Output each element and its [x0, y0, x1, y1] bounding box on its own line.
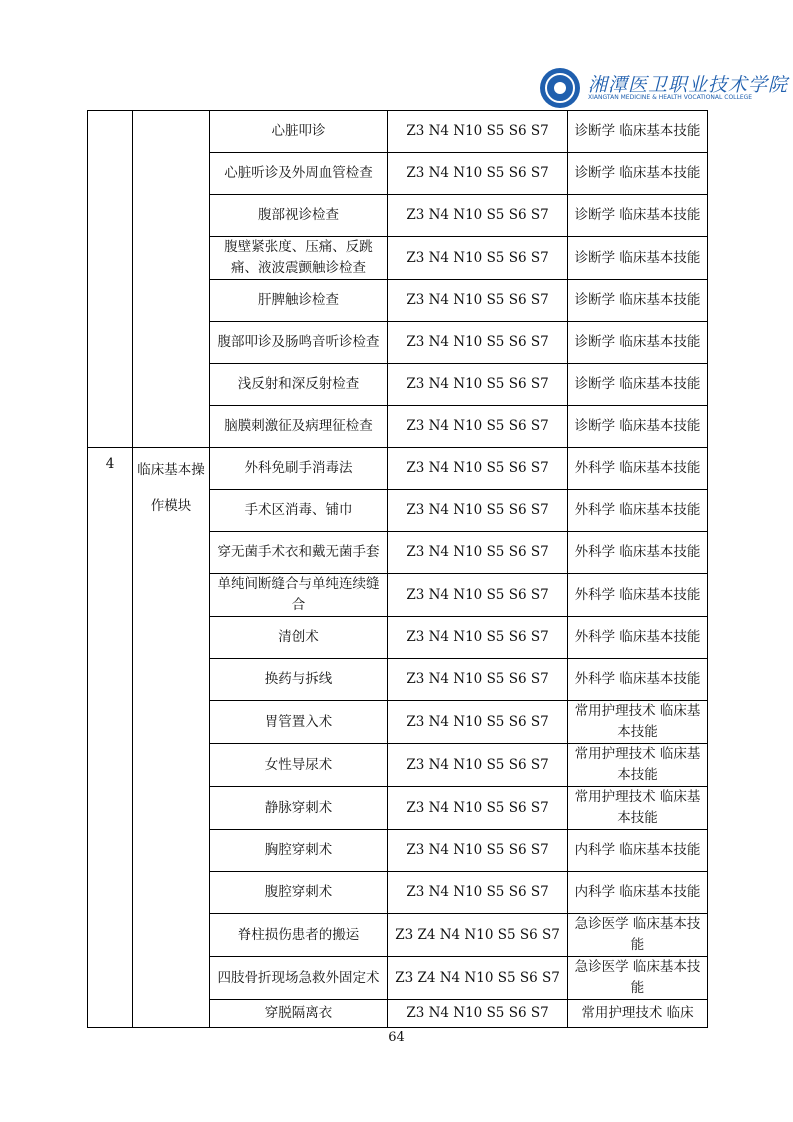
module-name-cell — [133, 111, 210, 448]
course-cell: 常用护理技术 临床基本技能 — [568, 701, 708, 744]
course-cell: 诊断学 临床基本技能 — [568, 280, 708, 322]
task-cell: 心脏叩诊 — [210, 111, 388, 153]
requirement-cell: Z3 N4 N10 S5 S6 S7 — [388, 237, 568, 280]
course-cell: 诊断学 临床基本技能 — [568, 195, 708, 237]
requirement-cell: Z3 N4 N10 S5 S6 S7 — [388, 153, 568, 195]
course-cell: 诊断学 临床基本技能 — [568, 111, 708, 153]
requirement-cell: Z3 N4 N10 S5 S6 S7 — [388, 830, 568, 872]
requirement-cell: Z3 N4 N10 S5 S6 S7 — [388, 195, 568, 237]
task-cell: 腹部视诊检查 — [210, 195, 388, 237]
course-cell: 急诊医学 临床基本技能 — [568, 914, 708, 957]
course-cell: 诊断学 临床基本技能 — [568, 322, 708, 364]
task-cell: 手术区消毒、铺巾 — [210, 490, 388, 532]
requirement-cell: Z3 N4 N10 S5 S6 S7 — [388, 1000, 568, 1028]
requirement-cell: Z3 N4 N10 S5 S6 S7 — [388, 280, 568, 322]
task-cell: 心脏听诊及外周血管检查 — [210, 153, 388, 195]
course-cell: 内科学 临床基本技能 — [568, 830, 708, 872]
task-cell: 穿脱隔离衣 — [210, 1000, 388, 1028]
requirement-cell: Z3 N4 N10 S5 S6 S7 — [388, 617, 568, 659]
task-cell: 外科免刷手消毒法 — [210, 448, 388, 490]
task-cell: 胸腔穿刺术 — [210, 830, 388, 872]
course-cell: 外科学 临床基本技能 — [568, 490, 708, 532]
course-cell: 诊断学 临床基本技能 — [568, 237, 708, 280]
requirement-cell: Z3 N4 N10 S5 S6 S7 — [388, 872, 568, 914]
task-cell: 脑膜刺激征及病理征检查 — [210, 406, 388, 448]
task-cell: 浅反射和深反射检查 — [210, 364, 388, 406]
module-name-cell: 临床基本操作模块 — [133, 448, 210, 1028]
task-cell: 女性导尿术 — [210, 744, 388, 787]
school-logo — [540, 68, 789, 108]
course-cell: 急诊医学 临床基本技能 — [568, 957, 708, 1000]
requirement-cell: Z3 N4 N10 S5 S6 S7 — [388, 322, 568, 364]
course-task-table — [87, 110, 707, 1028]
task-cell: 穿无菌手术衣和戴无菌手套 — [210, 532, 388, 574]
requirement-cell: Z3 N4 N10 S5 S6 S7 — [388, 111, 568, 153]
course-cell: 诊断学 临床基本技能 — [568, 364, 708, 406]
requirement-cell: Z3 N4 N10 S5 S6 S7 — [388, 490, 568, 532]
requirement-cell: Z3 N4 N10 S5 S6 S7 — [388, 787, 568, 830]
task-cell: 单纯间断缝合与单纯连续缝合 — [210, 574, 388, 617]
requirement-cell: Z3 N4 N10 S5 S6 S7 — [388, 701, 568, 744]
course-cell: 外科学 临床基本技能 — [568, 448, 708, 490]
task-cell: 腹壁紧张度、压痛、反跳痛、液波震颤触诊检查 — [210, 237, 388, 280]
requirement-cell: Z3 Z4 N4 N10 S5 S6 S7 — [388, 914, 568, 957]
course-cell: 常用护理技术 临床基本技能 — [568, 744, 708, 787]
page-number: 64 — [388, 1030, 405, 1045]
course-cell: 外科学 临床基本技能 — [568, 574, 708, 617]
requirement-cell: Z3 N4 N10 S5 S6 S7 — [388, 659, 568, 701]
requirement-cell: Z3 N4 N10 S5 S6 S7 — [388, 744, 568, 787]
school-name: 湘潭医卫职业技术学院 — [588, 74, 789, 96]
task-cell: 腹腔穿刺术 — [210, 872, 388, 914]
module-number-cell — [88, 111, 133, 448]
module-number-cell: 4 — [88, 448, 133, 1028]
requirement-cell: Z3 N4 N10 S5 S6 S7 — [388, 574, 568, 617]
task-cell: 换药与拆线 — [210, 659, 388, 701]
requirement-cell: Z3 N4 N10 S5 S6 S7 — [388, 448, 568, 490]
course-cell: 外科学 临床基本技能 — [568, 532, 708, 574]
course-cell: 诊断学 临床基本技能 — [568, 153, 708, 195]
task-cell: 脊柱损伤患者的搬运 — [210, 914, 388, 957]
course-cell: 常用护理技术 临床 — [568, 1000, 708, 1028]
table-row — [88, 448, 708, 490]
requirement-cell: Z3 N4 N10 S5 S6 S7 — [388, 532, 568, 574]
school-seal-icon — [540, 68, 580, 108]
requirement-cell: Z3 Z4 N4 N10 S5 S6 S7 — [388, 957, 568, 1000]
table-row — [88, 111, 708, 153]
requirement-cell: Z3 N4 N10 S5 S6 S7 — [388, 406, 568, 448]
course-cell: 常用护理技术 临床基本技能 — [568, 787, 708, 830]
course-cell: 外科学 临床基本技能 — [568, 617, 708, 659]
requirement-cell: Z3 N4 N10 S5 S6 S7 — [388, 364, 568, 406]
course-cell: 内科学 临床基本技能 — [568, 872, 708, 914]
task-cell: 四肢骨折现场急救外固定术 — [210, 957, 388, 1000]
task-cell: 腹部叩诊及肠鸣音听诊检查 — [210, 322, 388, 364]
task-cell: 胃管置入术 — [210, 701, 388, 744]
course-cell: 诊断学 临床基本技能 — [568, 406, 708, 448]
task-cell: 清创术 — [210, 617, 388, 659]
school-name-en: XIANGTAN MEDICINE & HEALTH VOCATIONAL COLLEGE — [588, 94, 753, 101]
course-cell: 外科学 临床基本技能 — [568, 659, 708, 701]
task-cell: 肝脾触诊检查 — [210, 280, 388, 322]
task-cell: 静脉穿刺术 — [210, 787, 388, 830]
